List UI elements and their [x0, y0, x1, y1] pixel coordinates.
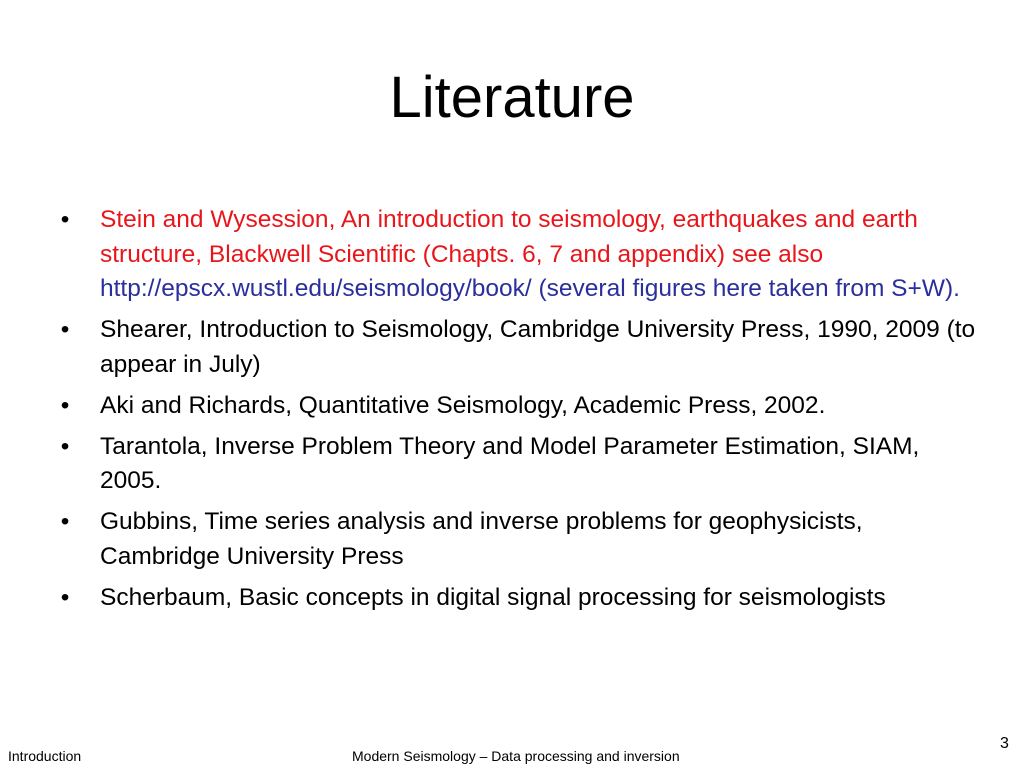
bullet-icon: • — [60, 583, 70, 611]
reference-item-stein-wysession — [0, 203, 1024, 307]
reference-text-shearer: Shearer, Introduction to Seismology, Cambridge University Press, 1990, 2009 (to appear in July) — [100, 316, 976, 378]
reference-text-tarantola: Tarantola, Inverse Problem Theory and Model Parameter Estimation, SIAM, 2005. — [100, 432, 920, 494]
reference-text-scherbaum: Scherbaum, Basic concepts in digital signal processing for seismologists — [100, 583, 886, 611]
reference-link-seismology-book[interactable]: http://epscx.wustl.edu/seismology/book/ (several figures here taken from S+W). — [100, 275, 960, 302]
reference-text-gubbins: Gubbins, Time series analysis and inverse problems for geophysicists, Cambridge University Press — [100, 508, 863, 570]
bullet-icon: • — [60, 316, 70, 343]
footer-course-title: Modern Seismology – Data processing and inversion — [352, 748, 680, 764]
reference-item-aki-richards — [0, 389, 1024, 424]
slide-title: Literature — [389, 65, 635, 130]
reference-text-aki-richards: Aki and Richards, Quantitative Seismology, Academic Press, 2002. — [100, 391, 826, 419]
bullet-icon: • — [60, 206, 70, 233]
footer-section-label: Introduction — [8, 748, 82, 764]
reference-item-tarantola — [0, 430, 1024, 499]
reference-item-shearer — [0, 313, 1024, 382]
reference-item-scherbaum — [0, 581, 1024, 616]
page-number: 3 — [1000, 735, 1009, 752]
reference-item-gubbins — [0, 505, 1024, 574]
reference-list — [0, 203, 1024, 622]
bullet-icon: • — [60, 391, 70, 419]
reference-text-stein-wysession: Stein and Wysession, An introduction to seismology, earthquakes and earth structure, Blackwell Scientific (Chapts. 6, 7 and appendix) see also — [100, 206, 918, 268]
bullet-icon: • — [60, 432, 70, 460]
bullet-icon: • — [60, 508, 70, 535]
